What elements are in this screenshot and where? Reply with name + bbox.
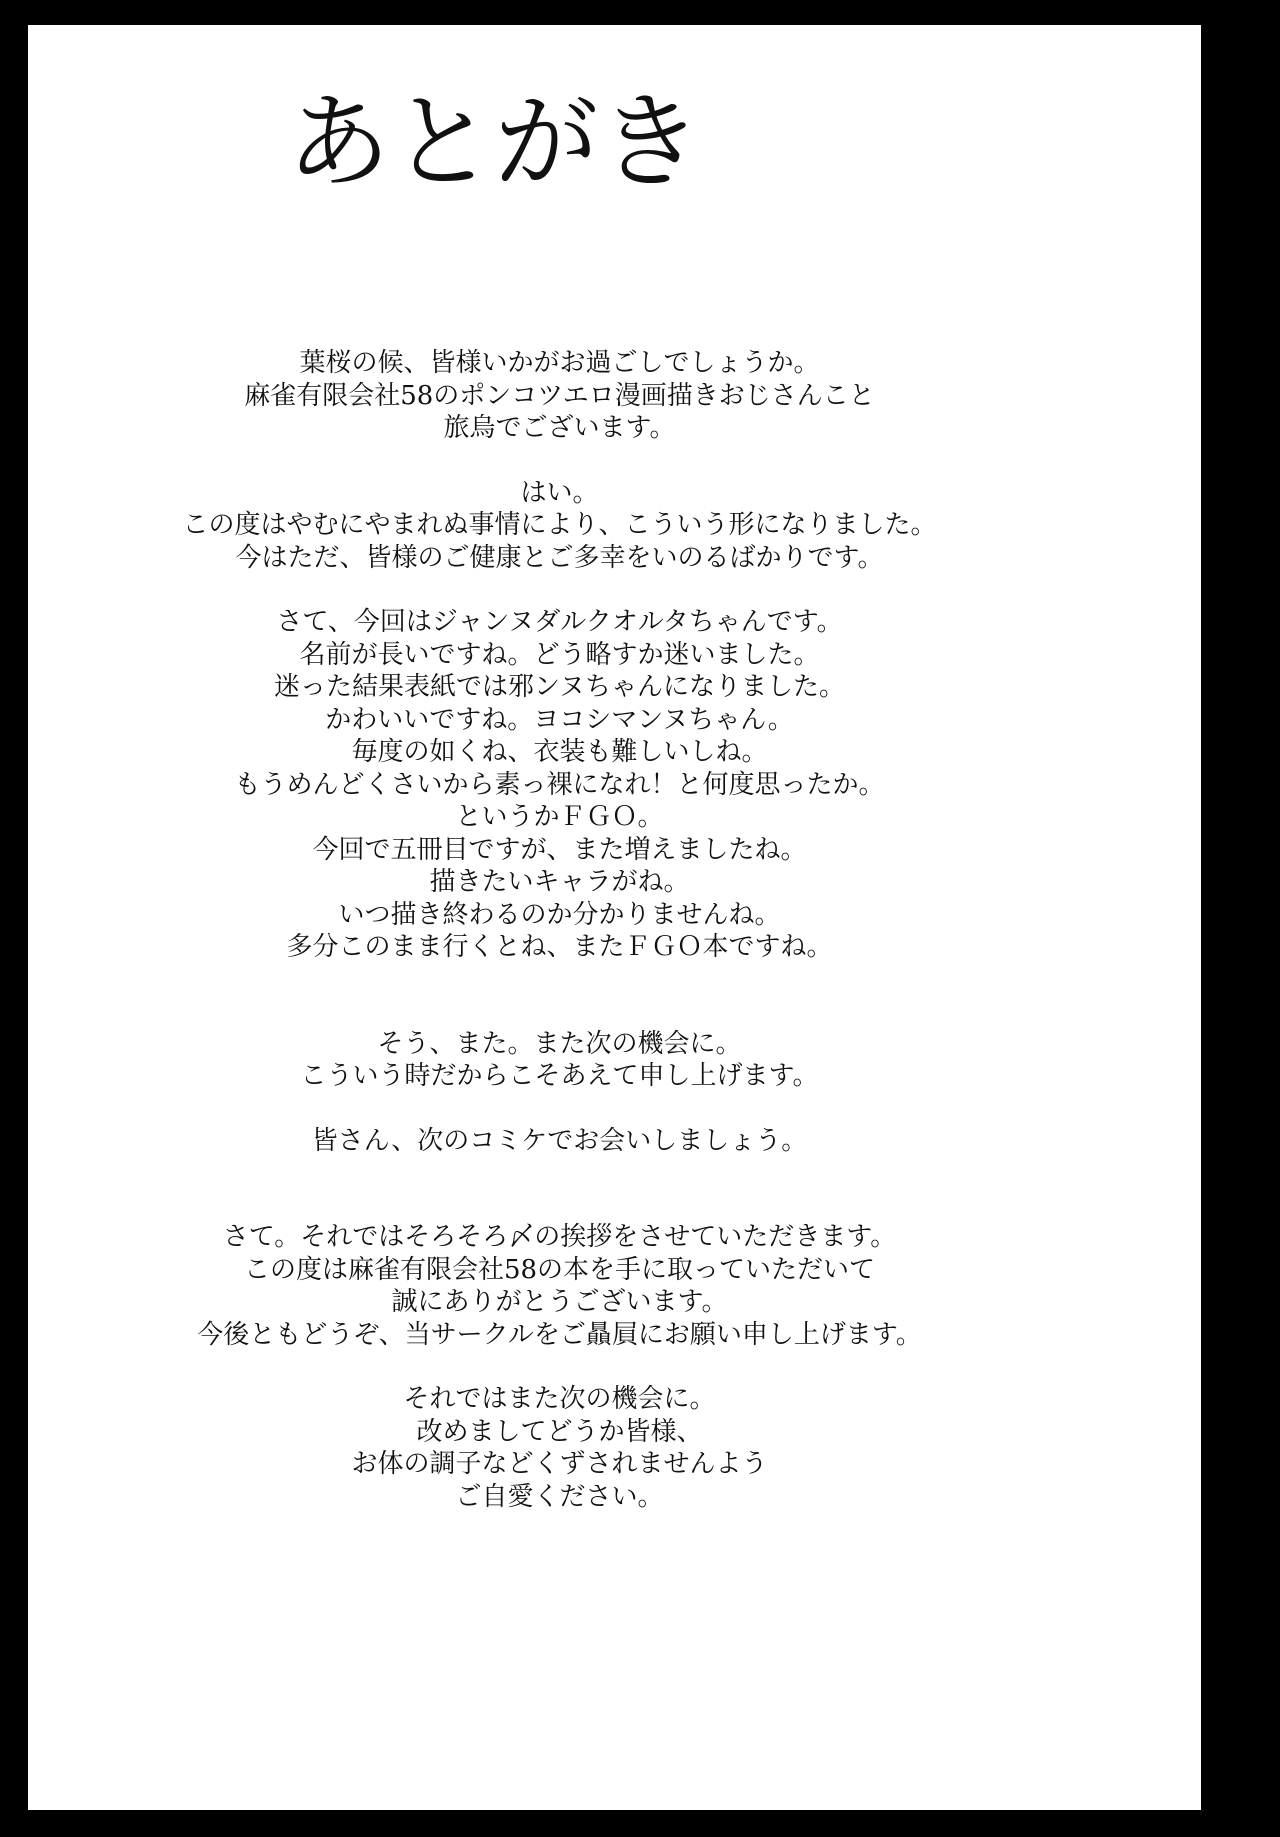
text-line: こういう時だからこそあえて申し上げます。: [300, 1061, 819, 1091]
text-line: 今はただ、皆様のご健康とご多幸をいのるばかりです。: [235, 542, 884, 573]
text-line: 今後ともどうぞ、当サークルをご贔屓にお願い申し上げます。: [197, 1319, 922, 1350]
text-line: 毎度の如くね、衣装も難しいしね。: [351, 737, 768, 767]
text-line: それではまた次の機会に。: [403, 1384, 716, 1414]
text-line: この度はやむにやまれぬ事情により、こういう形になりました。: [182, 510, 937, 540]
afterword-page: [28, 25, 1201, 1810]
text-line: もうめんどくさいから素っ裸になれ！と何度思ったか。: [234, 769, 885, 800]
paragraph-closing: [28, 1221, 1091, 1351]
paragraph-comiket: [28, 1125, 1091, 1158]
text-line: 改めましてどうか皆様、: [416, 1416, 703, 1447]
text-line: さて、今回はジャンヌダルクオルタちゃんです。: [276, 607, 843, 637]
text-line: 迷った結果表紙では邪ンヌちゃんになりました。: [274, 672, 845, 702]
text-line: さて。それではそろそろ〆の挨拶をさせていただきます。: [222, 1222, 897, 1252]
text-line: そう、また。また次の機会に。: [377, 1028, 742, 1059]
text-line: お体の調子などくずされませんよう: [351, 1449, 768, 1479]
text-line: 今回で五冊目ですが、また増えましたね。: [312, 834, 807, 865]
paragraph-circumstances: [28, 477, 1091, 575]
afterword-text: [28, 347, 1201, 1513]
text-line: 描きたいキャラがね。: [429, 867, 690, 897]
text-line: ご自愛ください。: [455, 1481, 664, 1512]
text-line: 皆さん、次のコミケでお会いしましょう。: [311, 1125, 808, 1156]
text-line: 誠にありがとうございます。: [391, 1287, 728, 1317]
text-line: というかＦＧＯ。: [455, 802, 664, 832]
paragraph-greeting: [28, 347, 1091, 445]
page-title: あとがき: [286, 81, 703, 203]
paragraph-character: [28, 606, 1091, 964]
text-line: 多分このまま行くとね、またＦＧＯ本ですね。: [286, 932, 833, 962]
text-line: 麻雀有限会社58のポンコツエロ漫画描きおじさんこと: [244, 380, 875, 411]
text-line: 葉桜の候、皆様いかがお過ごしでしょうか。: [299, 348, 820, 378]
paragraph-farewell: [28, 1383, 1091, 1513]
text-line: はい。: [520, 477, 599, 508]
text-line: いつ描き終わるのか分かりませんね。: [338, 899, 781, 930]
text-line: かわいいですね。ヨコシマンヌちゃん。: [325, 704, 794, 735]
text-line: 旅烏でございます。: [443, 413, 676, 443]
paragraph-next-time: [28, 1028, 1091, 1093]
text-line: この度は麻雀有限会社58の本を手に取っていただいて: [243, 1254, 876, 1285]
text-line: 名前が長いですね。どう略すか迷いました。: [299, 639, 820, 670]
